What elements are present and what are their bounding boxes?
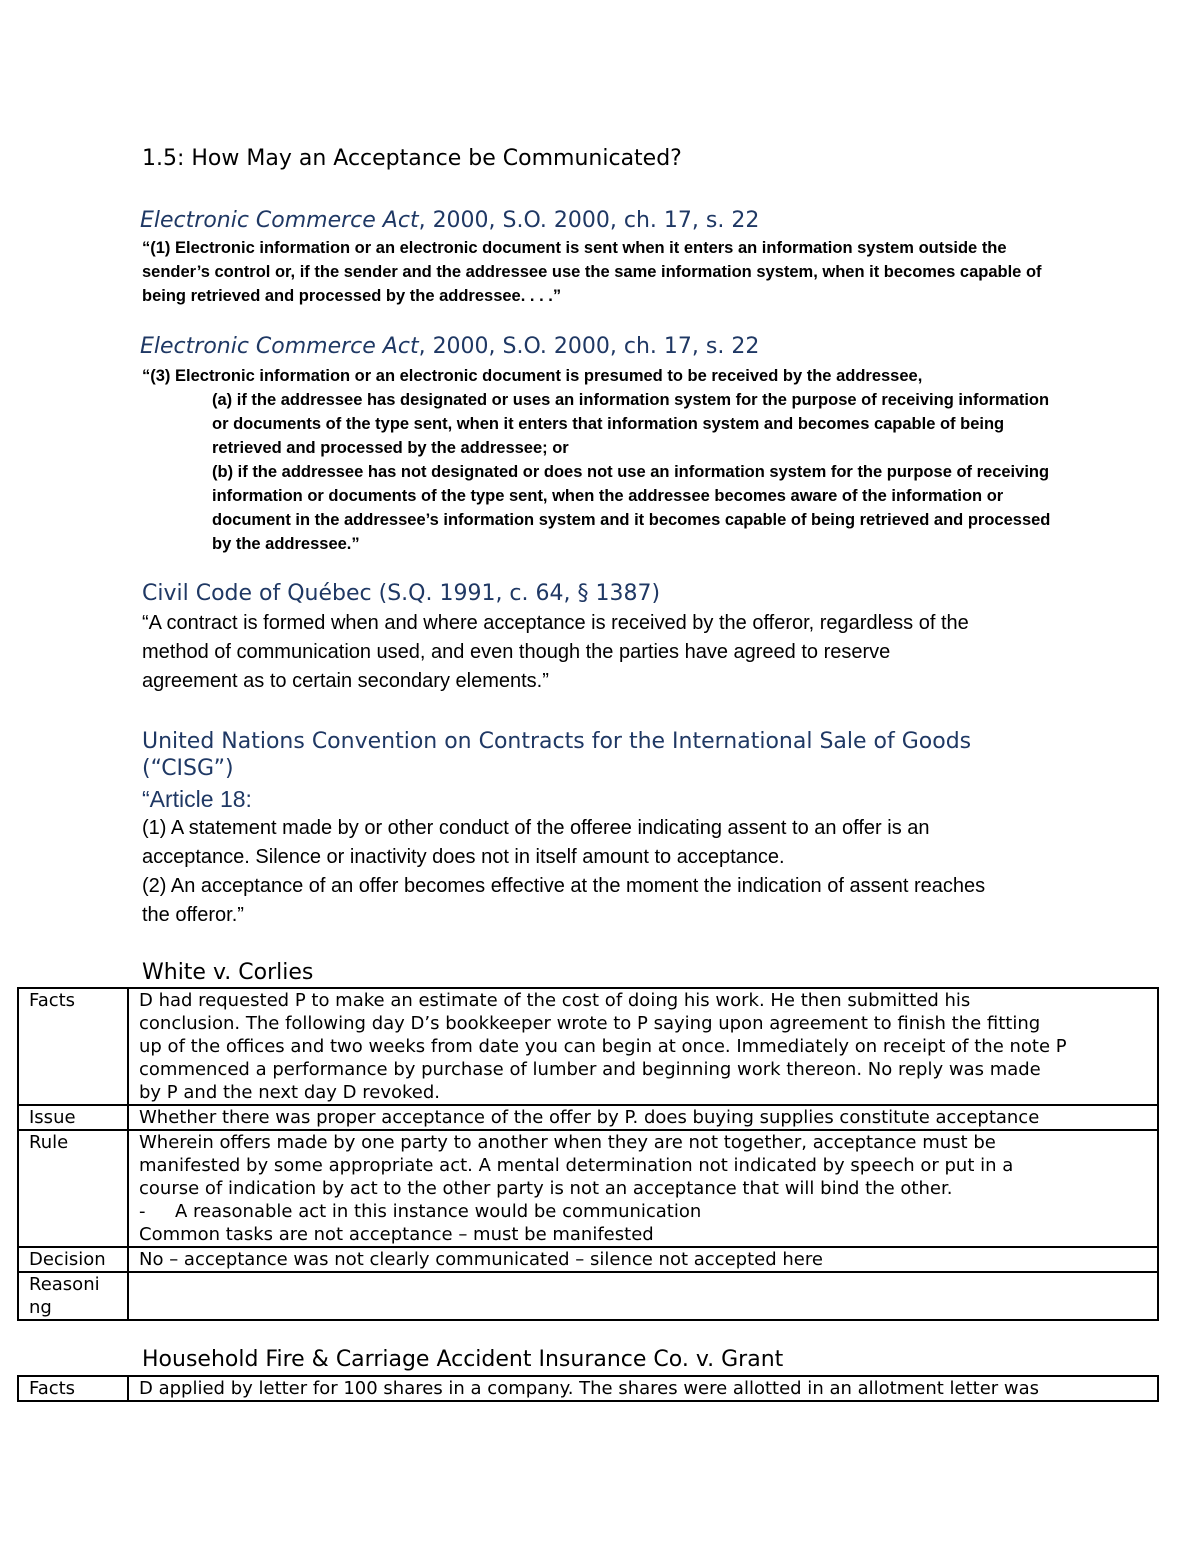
case-brief-table [17,987,1159,1321]
cisg-article-heading: “Article 18: [142,786,252,812]
table-row [18,1105,1158,1130]
ecommerce-act-citation-2 [140,334,759,359]
rule-cell [128,1130,1158,1247]
cisg-quote [142,814,985,930]
decision-label: Decision [18,1247,128,1272]
ecommerce-quote-1 [142,236,1042,308]
quote-line: or documents of the type sent, when it enters that information system and becomes capable of being [212,415,1005,433]
quote-line: (2) An acceptance of an offer becomes effective at the moment the indication of assent reaches [142,875,986,897]
act-citation: , 2000, S.O. 2000, ch. 17, s. 22 [418,334,760,359]
quote-line: sender’s control or, if the sender and the addressee use the same information system, when it becomes capable of [142,263,1042,281]
cell-line: commenced a performance by purchase of lumber and beginning work thereon. No reply was made [139,1059,1041,1080]
cisg-heading [142,728,971,782]
quote-line: “(1) Electronic information or an electronic document is sent when it enters an information system outside the [142,239,1007,257]
quote-line: agreement as to certain secondary elements.” [142,670,549,692]
bullet-dash: - [139,1201,146,1222]
reasoning-label [18,1272,128,1320]
case-title: Household Fire & Carriage Accident Insurance Co. v. Grant [142,1347,784,1372]
table-row [18,988,1158,1105]
quote-line: (1) A statement made by or other conduct of the offeree indicating assent to an offer is an [142,817,930,839]
cisg-heading-line: United Nations Convention on Contracts for the International Sale of Goods [142,729,972,754]
cell-line: conclusion. The following day D’s bookkeeper wrote to P saying upon agreement to finish the fitting [139,1013,1041,1034]
act-citation: , 2000, S.O. 2000, ch. 17, s. 22 [418,208,760,233]
table-row [18,1376,1158,1401]
quote-line: information or documents of the type sent, when the addressee becomes aware of the information or [212,487,1004,505]
facts-label: Facts [18,988,128,1105]
act-name: Electronic Commerce Act [140,334,419,359]
cell-line: manifested by some appropriate act. A mental determination not indicated by speech or put in a [139,1155,1014,1176]
cell-line: up of the offices and two weeks from date you can begin at once. Immediately on receipt of the note P [139,1036,1067,1057]
table-row [18,1130,1158,1247]
cell-line: by P and the next day D revoked. [139,1082,440,1103]
decision-cell: No – acceptance was not clearly communicated – silence not accepted here [128,1247,1158,1272]
civil-code-quote [142,609,969,696]
rule-label: Rule [18,1130,128,1247]
quote-line: the offeror.” [142,904,244,926]
quote-line: (a) if the addressee has designated or uses an information system for the purpose of receiving information [212,391,1050,409]
quote-line: document in the addressee’s information system and it becomes capable of being retrieved and processed [212,511,1051,529]
cell-line: Common tasks are not acceptance – must be manifested [139,1224,654,1245]
section-title: 1.5: How May an Acceptance be Communicated? [142,146,682,171]
ecommerce-act-citation-1 [140,208,759,233]
ecommerce-quote-3-clauses [212,388,1050,556]
table-row [18,1272,1158,1320]
cell-line: D had requested P to make an estimate of the cost of doing his work. He then submitted his [139,990,971,1011]
civil-code-heading: Civil Code of Québec (S.Q. 1991, c. 64, § 1387) [142,581,661,606]
facts-cell [128,988,1158,1105]
quote-line: method of communication used, and even though the parties have agreed to reserve [142,641,891,663]
quote-line: (b) if the addressee has not designated or does not use an information system for the purpose of receiving [212,463,1050,481]
bullet-text: A reasonable act in this instance would be communication [175,1201,702,1222]
quote-line: retrieved and processed by the addressee; or [212,439,569,457]
issue-label: Issue [18,1105,128,1130]
table-row [18,1247,1158,1272]
cell-line: course of indication by act to the other party is not an acceptance that will bind the other. [139,1178,953,1199]
label-line: Reasoni [29,1274,100,1295]
quote-line: being retrieved and processed by the addressee. . . .” [142,287,562,305]
facts-cell: D applied by letter for 100 shares in a company. The shares were allotted in an allotment letter was [128,1376,1158,1401]
case-title: White v. Corlies [142,960,314,985]
act-name: Electronic Commerce Act [140,208,419,233]
quote-line: by the addressee.” [212,535,360,553]
quote-line: acceptance. Silence or inactivity does not in itself amount to acceptance. [142,846,785,868]
facts-label: Facts [18,1376,128,1401]
ecommerce-quote-3-intro: “(3) Electronic information or an electronic document is presumed to be received by the addressee, [142,367,923,385]
issue-cell: Whether there was proper acceptance of the offer by P. does buying supplies constitute acceptance [128,1105,1158,1130]
label-line: ng [29,1297,52,1318]
reasoning-cell [128,1272,1158,1320]
bullet-item [139,1200,1153,1223]
cisg-heading-line: (“CISG”) [142,756,234,781]
cell-line: Wherein offers made by one party to another when they are not together, acceptance must be [139,1132,996,1153]
quote-line: “A contract is formed when and where acceptance is received by the offeror, regardless of the [142,612,969,634]
case-brief-table [17,1375,1159,1402]
